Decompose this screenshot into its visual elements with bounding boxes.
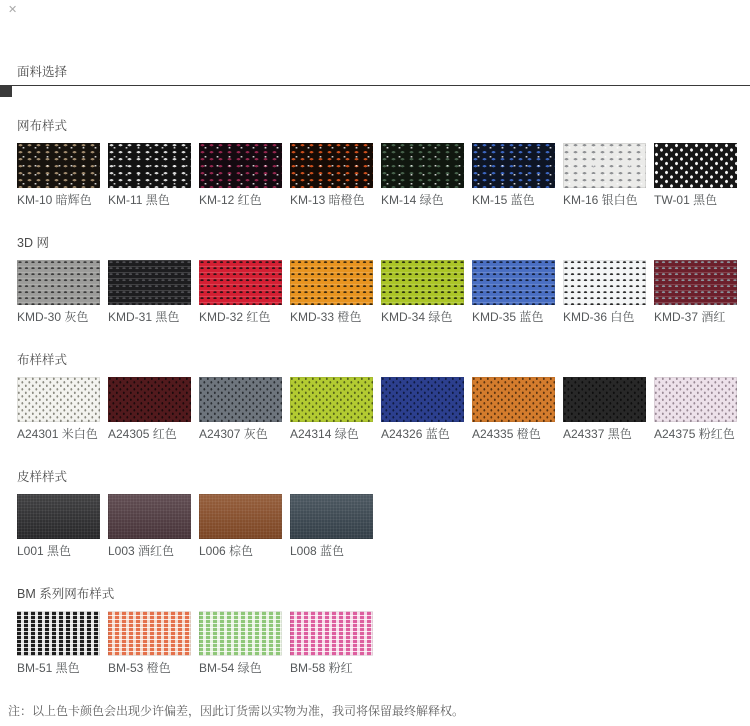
swatch-a24307	[199, 377, 282, 422]
swatch-l006	[199, 494, 282, 539]
section-title: 皮样样式	[17, 470, 68, 484]
swatch-label: A24375 粉红色	[654, 427, 735, 441]
fabric-option	[199, 143, 282, 207]
swatch-label: BM-54 绿色	[199, 661, 262, 675]
swatch-label: KMD-34 绿色	[381, 310, 453, 324]
swatch-row	[17, 611, 750, 675]
swatch-label: KM-14 绿色	[381, 193, 444, 207]
swatch-km-14	[381, 143, 464, 188]
fabric-option	[290, 611, 373, 675]
swatch-label: L006 棕色	[199, 544, 254, 558]
swatch-label: BM-53 橙色	[108, 661, 171, 675]
swatch-kmd-37	[654, 260, 737, 305]
fabric-option	[199, 260, 282, 324]
swatch-km-16	[563, 143, 646, 188]
swatch-km-10	[17, 143, 100, 188]
swatch-a24305	[108, 377, 191, 422]
swatch-km-13	[290, 143, 373, 188]
fabric-option	[290, 377, 373, 441]
swatch-km-15	[472, 143, 555, 188]
swatch-a24375	[654, 377, 737, 422]
fabric-option	[563, 377, 646, 441]
fabric-option	[654, 260, 737, 324]
section-bm-mesh	[17, 587, 750, 675]
swatch-a24326	[381, 377, 464, 422]
swatch-bm-54	[199, 611, 282, 656]
fabric-option	[563, 143, 646, 207]
swatch-kmd-34	[381, 260, 464, 305]
swatch-label: KM-13 暗橙色	[290, 193, 365, 207]
swatch-label: L003 酒红色	[108, 544, 175, 558]
swatch-label: KMD-37 酒红	[654, 310, 726, 324]
swatch-label: A24337 黑色	[563, 427, 632, 441]
swatch-label: A24314 绿色	[290, 427, 359, 441]
fabric-option	[654, 377, 737, 441]
swatch-label: KM-10 暗辉色	[17, 193, 92, 207]
fabric-option	[17, 143, 100, 207]
header-divider	[0, 85, 750, 97]
section-leather	[17, 470, 750, 558]
page-title: 面料选择	[17, 65, 68, 79]
swatch-a24335	[472, 377, 555, 422]
swatch-label: A24335 橙色	[472, 427, 541, 441]
section-title: 网布样式	[17, 119, 68, 133]
fabric-option	[199, 377, 282, 441]
swatch-label: KM-11 黑色	[108, 193, 170, 207]
swatch-label: KM-12 红色	[199, 193, 262, 207]
swatch-label: A24307 灰色	[199, 427, 268, 441]
swatch-kmd-32	[199, 260, 282, 305]
swatch-kmd-35	[472, 260, 555, 305]
swatch-bm-58	[290, 611, 373, 656]
swatch-km-11	[108, 143, 191, 188]
swatch-row	[17, 377, 750, 441]
fabric-option	[108, 494, 191, 558]
section-mesh-fabric	[17, 119, 750, 207]
fabric-option	[108, 611, 191, 675]
swatch-l008	[290, 494, 373, 539]
swatch-row	[17, 494, 750, 558]
swatch-label: A24301 米白色	[17, 427, 98, 441]
fabric-option	[17, 611, 100, 675]
divider-square	[0, 85, 12, 97]
swatch-label: KMD-33 橙色	[290, 310, 362, 324]
swatch-bm-51	[17, 611, 100, 656]
swatch-bm-53	[108, 611, 191, 656]
fabric-option	[472, 143, 555, 207]
swatch-kmd-33	[290, 260, 373, 305]
swatch-a24301	[17, 377, 100, 422]
fabric-option	[381, 143, 464, 207]
swatch-row	[17, 143, 750, 207]
disclaimer-note: 注：以上色卡颜色会出现少许偏差，因此订货需以实物为准，我司将保留最终解释权。	[8, 704, 465, 718]
swatch-label: BM-51 黑色	[17, 661, 80, 675]
fabric-option	[108, 143, 191, 207]
swatch-label: KM-16 银白色	[563, 193, 638, 207]
fabric-option	[472, 377, 555, 441]
fabric-option	[290, 143, 373, 207]
swatch-row	[17, 260, 750, 324]
fabric-option	[17, 377, 100, 441]
swatch-a24314	[290, 377, 373, 422]
swatch-label: TW-01 黑色	[654, 193, 718, 207]
swatch-l001	[17, 494, 100, 539]
fabric-option	[290, 260, 373, 324]
section-title: 布样样式	[17, 353, 68, 367]
section-title: 3D 网	[17, 236, 49, 250]
swatch-label: A24326 蓝色	[381, 427, 450, 441]
swatch-label: KMD-32 红色	[199, 310, 271, 324]
swatch-a24337	[563, 377, 646, 422]
fabric-option	[108, 260, 191, 324]
fabric-option	[199, 611, 282, 675]
fabric-option	[381, 260, 464, 324]
fabric-option	[17, 494, 100, 558]
swatch-tw-01	[654, 143, 737, 188]
broken-image-icon: ✕	[8, 4, 18, 16]
swatch-kmd-30	[17, 260, 100, 305]
section-header	[0, 0, 750, 97]
swatch-label: KMD-35 蓝色	[472, 310, 544, 324]
section-3d-mesh	[17, 236, 750, 324]
fabric-option	[654, 143, 737, 207]
divider-line	[12, 85, 750, 86]
fabric-option	[17, 260, 100, 324]
swatch-label: KM-15 蓝色	[472, 193, 535, 207]
fabric-option	[563, 260, 646, 324]
fabric-option	[290, 494, 373, 558]
section-cloth	[17, 353, 750, 441]
swatch-kmd-31	[108, 260, 191, 305]
swatch-l003	[108, 494, 191, 539]
swatch-km-12	[199, 143, 282, 188]
swatch-label: A24305 红色	[108, 427, 177, 441]
fabric-option	[199, 494, 282, 558]
fabric-option	[108, 377, 191, 441]
fabric-option	[472, 260, 555, 324]
swatch-label: KMD-30 灰色	[17, 310, 89, 324]
swatch-label: L008 蓝色	[290, 544, 345, 558]
swatch-label: KMD-36 白色	[563, 310, 635, 324]
swatch-label: L001 黑色	[17, 544, 72, 558]
fabric-sections	[0, 119, 750, 675]
section-title: BM 系列网布样式	[17, 587, 115, 601]
swatch-kmd-36	[563, 260, 646, 305]
swatch-label: BM-58 粉红	[290, 661, 353, 675]
fabric-option	[381, 377, 464, 441]
swatch-label: KMD-31 黑色	[108, 310, 180, 324]
